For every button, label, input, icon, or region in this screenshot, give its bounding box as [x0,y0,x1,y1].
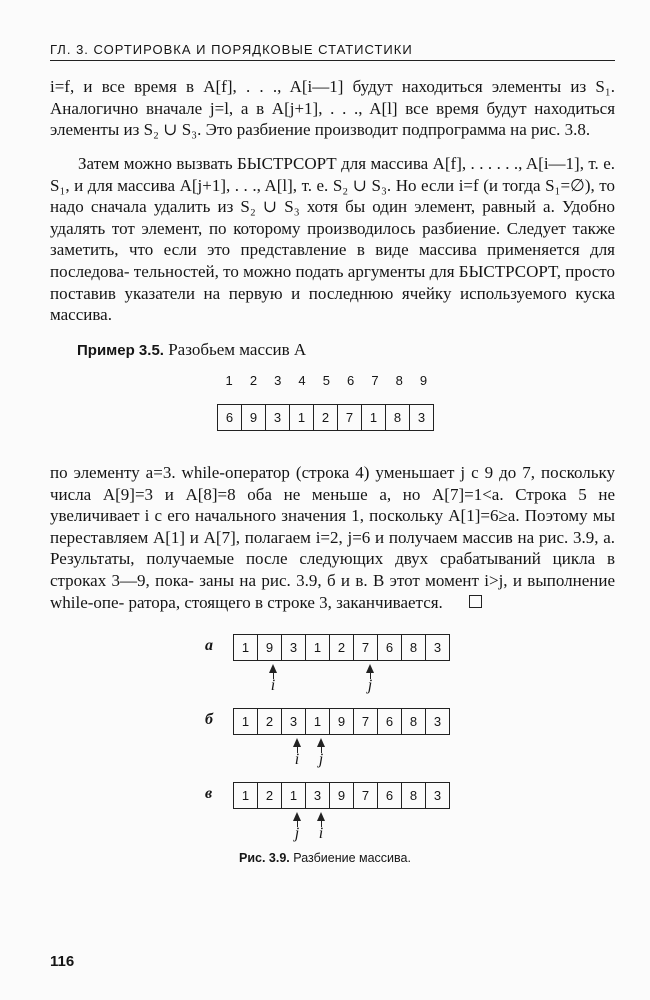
p3-line: ратора, стоящего в строке 3, заканчивается. [128,592,443,612]
example-text: Разобьем массив A [168,340,307,359]
array-row-c [233,782,450,809]
qed-box-icon [469,595,482,608]
p1-line: подпрограмма на рис. 3.8. [402,120,591,140]
array-indices [217,373,436,388]
array-cell: 2 [313,405,337,430]
array-cell: 2 [329,635,353,660]
paragraph-2 [50,153,615,326]
figure-caption [0,851,650,865]
array-index: 7 [371,373,379,388]
array-cell: 8 [401,635,425,660]
array-index: 1 [225,373,233,388]
pointer-i-icon [266,664,280,693]
pointer-i-icon [314,812,328,841]
p2-line: если это представление в виде массива применяется для последова- [50,240,616,281]
array-cell: 1 [241,640,250,655]
p2-line: . . ., A[i—1], т. е. S₁, и для массива A[j+1], . . ., A[l], т. е. S₂ ∪ S₃. [50,154,615,195]
caption-label: Рис. 3.9. [239,851,290,865]
array-cell: 3 [425,709,449,734]
initial-array [217,404,434,431]
p1-line: из S₁. Аналогично вначале j=l, а в A[j+1], . . ., A[l] все время [50,77,615,118]
array-row-a [233,634,450,661]
array-cell: 3 [425,783,449,808]
array-cell: 6 [225,410,234,425]
caption-text: Разбиение массива. [293,851,411,865]
pointer-label: j [367,677,373,694]
array-index: 9 [419,373,428,388]
array-index: 6 [347,373,355,388]
array-cell: 6 [377,635,401,660]
array-cell: 1 [305,709,329,734]
array-cell: 9 [329,783,353,808]
p2-line: тельностей, то можно подать аргументы для БЫСТРСОРТ, просто [133,261,616,281]
p3-line: заны на рис. 3.9, б и в. В этот момент i>j, и выполнение while-опе- [50,570,615,612]
p1-line: i=f, и все время в A[f], . . ., A[i—1] будут находиться элементы [50,77,562,96]
p3-line: после следующих двух срабатываний цикла в строках 3—9, пока- [50,549,616,590]
pointer-j-icon [314,738,328,767]
p2-line: Но если i=f (и тогда S₁=∅), то надо сначала удалить из S₂ ∪ S₃ [50,175,616,217]
array-cell: 8 [401,709,425,734]
pointer-label: i [270,677,276,694]
array-index: 4 [298,373,306,388]
array-cell: 3 [425,635,449,660]
array-cell: 3 [281,709,305,734]
array-index: 3 [274,373,282,388]
p1-line: будут находиться элементы из S₂ ∪ S₃. Это разбиение производит [50,98,616,140]
pointer-label: j [294,825,300,842]
pointer-j-icon [363,664,377,693]
array-cell: 1 [289,405,313,430]
p3-line: по элементу a=3. while-оператор (строка 4) уменьшает j с 9 до 7, [50,463,536,482]
array-cell: 3 [409,405,433,430]
array-index: 8 [395,373,403,388]
array-row-b [233,708,450,735]
array-cell: 1 [281,783,305,808]
array-cell: 7 [353,709,377,734]
page-number: 116 [50,953,75,970]
p3-line: A[1]=6≥a. Поэтому мы переставляем A[1] и A[7], полагаем [50,506,615,547]
array-cell: 1 [241,788,250,803]
row-label-a: а [205,637,213,654]
paragraph-1 [50,76,615,141]
array-cell: 7 [353,783,377,808]
p2-line: куска массива. [50,283,615,325]
p2-line: поставив указатели на первую и последнюю ячейку используемого [50,283,567,303]
array-cell: 3 [305,783,329,808]
running-header: ГЛ. 3. СОРТИРОВКА И ПОРЯДКОВЫЕ СТАТИСТИКИ [50,42,615,61]
array-cell: 9 [329,709,353,734]
array-index: 5 [322,373,330,388]
array-cell: 2 [257,709,281,734]
pointer-label: j [318,751,324,768]
row-label-c: в [205,785,213,802]
array-cell: 6 [377,709,401,734]
array-cell: 1 [305,635,329,660]
row-label-b: б [205,711,213,728]
example-label: Пример 3.5. [77,342,164,359]
p2-line: которому производилось разбиение. Следует также заметить, что [50,218,615,260]
array-cell: 3 [281,635,305,660]
array-cell: 6 [377,783,401,808]
array-cell: 9 [241,405,265,430]
pointer-label: i [318,825,324,842]
array-cell: 7 [353,635,377,660]
array-cell: 7 [337,405,361,430]
example-heading [77,340,306,360]
paragraph-3 [50,462,615,613]
p2-line: хотя бы один элемент, равный a. Удобно удалять тот элемент, по [50,197,615,238]
array-cell: 9 [257,635,281,660]
p3-line: поскольку числа A[9]=3 и A[8]=8 оба не меньше a, но A[7]=1<a. [50,463,616,504]
pointer-i-icon [290,738,304,767]
pointer-label: i [294,751,300,768]
array-index: 2 [249,373,258,388]
array-cell: 3 [265,405,289,430]
array-cell: 8 [401,783,425,808]
pointer-j-icon [290,812,304,841]
array-cell: 8 [385,405,409,430]
p2-line: Затем можно вызвать БЫСТРСОРТ для массива A[f], . . . [78,154,493,173]
array-cell: 1 [241,714,250,729]
p3-line: Строка 5 не увеличивает i с его начального значения 1, поскольку [50,484,615,526]
array-cell: 1 [361,405,385,430]
p3-line: i=2, j=6 и получаем массив на рис. 3.9, a. Результаты, получаемые [50,527,615,569]
array-cell: 2 [257,783,281,808]
